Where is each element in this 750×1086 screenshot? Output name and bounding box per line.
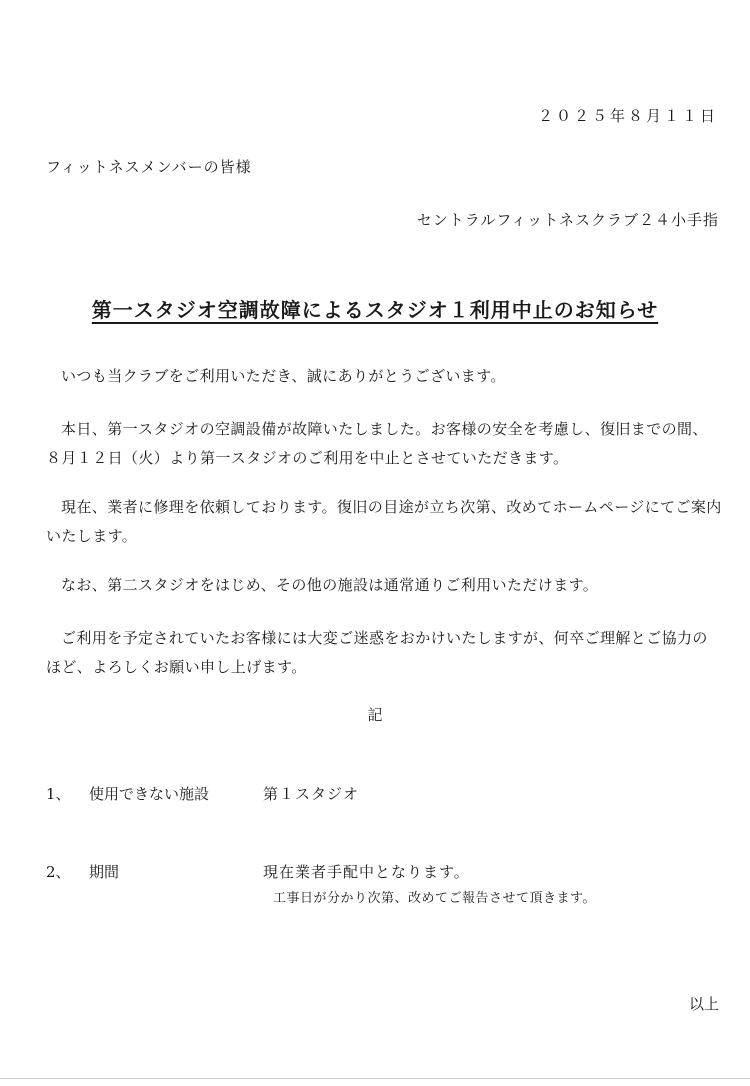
item-note: 工事日が分かり次第、改めてご報告させて頂きます。 xyxy=(273,891,596,906)
addressee: フィットネスメンバーの皆様 xyxy=(46,158,252,176)
closing-mark: 以上 xyxy=(688,995,719,1013)
document-title-text: 第一スタジオ空調故障によるスタジオ１利用中止のお知らせ xyxy=(91,298,659,322)
item-label: 使用できない施設 xyxy=(89,785,210,803)
paragraph-greeting: いつも当クラブをご利用いただき、誠にありがとうございます。 xyxy=(61,367,506,385)
ki-heading: 記 xyxy=(367,706,383,724)
item-label: 期間 xyxy=(89,863,120,881)
item-value: 現在業者手配中となります。 xyxy=(263,863,470,881)
document-date: ２０２５年８月１１日 xyxy=(537,107,718,125)
item-number: 1、 xyxy=(46,785,71,803)
page-bottom-divider xyxy=(0,1078,750,1079)
item-number: 2、 xyxy=(46,863,71,881)
sender-name: セントラルフィットネスクラブ２４小手指 xyxy=(416,211,719,229)
paragraph-repair: 現在、業者に修理を依頼しております。復旧の目途が立ち次第、改めてホームページにてご案内いたします。 xyxy=(46,498,722,545)
paragraph-other-facilities: なお、第二スタジオをはじめ、その他の施設は通常通りご利用いただけます。 xyxy=(61,576,599,594)
item-value: 第１スタジオ xyxy=(263,785,360,803)
document-title xyxy=(0,294,750,323)
paragraph-apology: ご利用を予定されていたお客様には大変ご迷惑をおかけいたしますが、何卒ご理解とご協力のほど、よろしくお願い申し上げます。 xyxy=(46,629,708,676)
paragraph-announcement: 本日、第一スタジオの空調設備が故障いたしました。お客様の安全を考慮し、復旧までの間、８月１２日（火）より第一スタジオのご利用を中止とさせていただきます。 xyxy=(46,420,708,467)
